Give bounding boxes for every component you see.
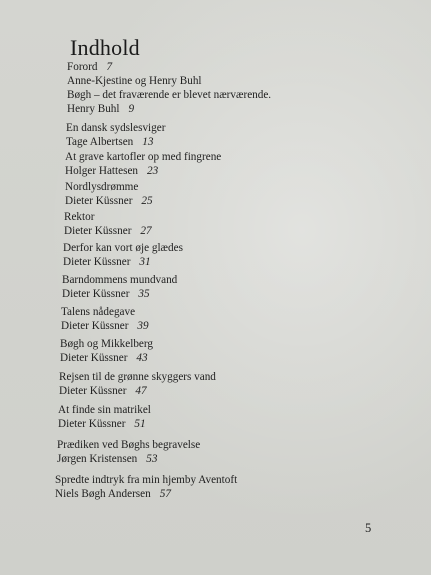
toc-entry-page-number: 13 [142,135,154,148]
toc-entry-author-line [62,288,177,302]
toc-entry-title: En dansk sydslesviger [66,122,166,134]
toc-entry [55,474,237,501]
toc-entry [67,61,202,88]
toc-entry-title: Prædiken ved Bøghs begravelse [57,439,201,451]
toc-entry-author: Jørgen Kristensen [57,452,138,465]
toc-entry-author-line [60,352,153,366]
toc-entry-title: At grave kartofler op med fingrene [65,151,222,163]
toc-entry-title: At finde sin matrikel [58,404,151,416]
toc-entry-author: Niels Bøgh Andersen [55,487,151,500]
toc-entry-title: Nordlysdrømme [65,181,139,193]
toc-entry-title: Rektor [64,211,95,223]
toc-entry-page-number: 57 [159,487,171,500]
toc-entry [62,274,177,301]
toc-entry-author: Tage Albertsen [66,135,134,148]
toc-entry-author: Dieter Küssner [64,224,132,237]
toc-entry-author-line [58,418,151,432]
toc-entry-author: Anne-Kjestine og Henry Buhl [67,74,202,87]
toc-entry [57,439,200,466]
toc-entry-title: Talens nådegave [61,306,136,318]
toc-entry-title: Spredte indtryk fra min hjemby Aventoft [55,474,238,486]
toc-entry [61,306,149,333]
toc-entry-page-number: 27 [140,224,152,237]
toc-entry [65,181,153,208]
toc-entry-author: Dieter Küssner [59,384,127,397]
page-number: 5 [365,521,372,535]
toc-entry-author-line [67,103,271,117]
toc-entry-title: Bøgh og Mikkelberg [60,338,154,350]
toc-entry [63,242,183,269]
toc-entry-title: Forord [67,61,98,73]
toc-entry [67,89,271,116]
toc-entry-author: Dieter Küssner [58,417,126,430]
toc-heading: Indhold [70,35,140,60]
toc-entry-page-number: 25 [141,194,153,207]
toc-entry [65,151,221,178]
toc-entry [58,404,151,431]
toc-entry-title: Derfor kan vort øje glædes [63,242,183,254]
toc-entry-author-line [63,256,183,270]
toc-entry-page-number: 35 [138,287,150,300]
toc-entry-title: Rejsen til de grønne skyggers vand [59,371,216,383]
toc-entry-author-line [57,453,200,467]
toc-entry-author-line [55,488,237,502]
toc-entry-page-number: 9 [128,102,135,115]
toc-entry-page-number: 53 [146,452,158,465]
toc-entry [59,371,216,398]
toc-entry-author: Holger Hattesen [65,164,139,177]
toc-entry-author-line [59,385,216,399]
toc-entry-author-line [65,165,221,179]
toc-entry-page-number: 47 [135,384,147,397]
toc-entry-page-number: 39 [137,319,149,332]
toc-entry-page-number: 31 [139,255,151,268]
toc-entry-author-line [65,195,153,209]
toc-entry-author: Dieter Küssner [65,194,133,207]
toc-entry [60,338,153,365]
toc-entry-page-number: 23 [147,164,159,177]
toc-entry-author-line [64,225,152,239]
toc-entry-title: Barndommens mundvand [62,274,178,286]
toc-entry-page-number: 7 [106,61,113,73]
toc-entry-page-number: 43 [136,351,148,364]
toc-entry-author: Dieter Küssner [61,319,129,332]
toc-entry-author: Henry Buhl [67,102,120,115]
toc-entry-title-line [67,61,202,75]
toc-entry-author-line [66,136,165,150]
toc-entry [64,211,152,238]
toc-entry-author: Dieter Küssner [63,255,131,268]
toc-entry-author-line [61,320,149,334]
toc-entry-page-number: 51 [134,417,146,430]
toc-entry [66,122,165,149]
toc-entry-author: Dieter Küssner [60,351,128,364]
toc-entry-title: Bøgh – det fraværende er blevet nærværende. [67,89,272,101]
toc-entry-author: Dieter Küssner [62,287,130,300]
